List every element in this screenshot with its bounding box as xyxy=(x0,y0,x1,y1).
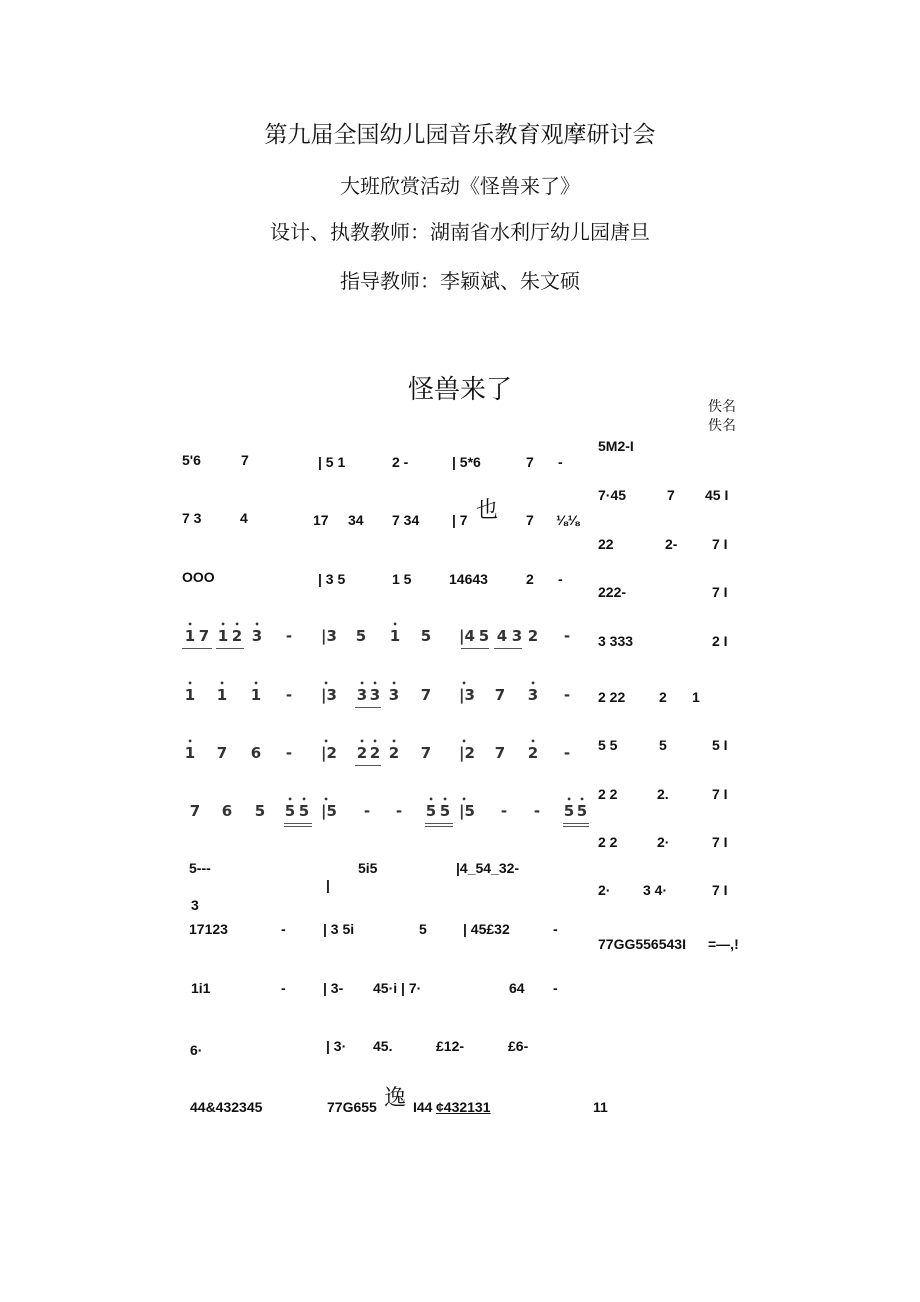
note: • 3 xyxy=(386,680,402,710)
note: • 2 xyxy=(367,738,383,768)
beam-line xyxy=(425,826,453,827)
note-text: 2 xyxy=(526,571,534,587)
note: 7 xyxy=(494,744,506,762)
note-text: £6- xyxy=(508,1038,529,1054)
note-text: 1 xyxy=(692,689,700,705)
note-text: 5 5 xyxy=(598,737,618,753)
note-text: 6· xyxy=(190,1042,203,1058)
song-title: 怪兽来了 xyxy=(407,375,512,405)
note-text: 17 xyxy=(313,512,329,528)
note-text: 45·i | 7· xyxy=(373,980,422,996)
note: • 5 xyxy=(423,796,439,826)
note-text: 2 22 xyxy=(598,689,626,705)
note: 7 xyxy=(189,802,201,820)
note-text: | 3 5 xyxy=(318,571,346,587)
note-text: 3 xyxy=(191,897,199,913)
barline: | xyxy=(326,877,330,893)
note: • 3 xyxy=(525,680,541,710)
note: 2 xyxy=(527,627,539,645)
note: |3 xyxy=(321,627,337,645)
note: • |5 xyxy=(318,796,340,826)
conference-title: 第九届全国幼儿园音乐教育观摩研讨会 xyxy=(264,122,656,148)
note: - xyxy=(285,627,293,645)
note-text: 2 I xyxy=(712,633,728,649)
note-text: - xyxy=(553,980,558,996)
note: 5 xyxy=(420,627,432,645)
note: 5 xyxy=(254,802,266,820)
note: 5 xyxy=(355,627,367,645)
note-text: 2· xyxy=(657,834,670,850)
note: 3 xyxy=(511,627,523,645)
note: 6 xyxy=(221,802,233,820)
note: 7 xyxy=(420,686,432,704)
note: - xyxy=(285,686,293,704)
note: • 2 xyxy=(354,738,370,768)
beam-line xyxy=(216,648,244,649)
lyricist-credit: 佚名 xyxy=(708,399,736,415)
note-text: | 5*6 xyxy=(452,454,481,470)
note-text: 7 3 xyxy=(182,510,202,526)
note-text: 5--- xyxy=(189,860,211,876)
note-text: 7 34 xyxy=(392,512,420,528)
note: 7 xyxy=(420,744,432,762)
activity-title: 大班欣赏活动《怪兽来了》 xyxy=(340,174,580,198)
note-text: I44 xyxy=(413,1099,433,1115)
note: - xyxy=(285,744,293,762)
note-text: 7 I xyxy=(712,584,728,600)
note-text: | 3· xyxy=(326,1038,347,1054)
note-text: 4 xyxy=(240,510,248,526)
note-text: |4_54_32- xyxy=(456,860,520,876)
note: - xyxy=(563,744,571,762)
note: • 3 xyxy=(367,680,383,710)
note: - xyxy=(363,802,371,820)
note-text: 64 xyxy=(509,980,525,996)
note-text: 5'6 xyxy=(182,452,201,468)
note: • 1 xyxy=(215,621,231,651)
composer-credit: 佚名 xyxy=(708,418,736,434)
note: • |2 xyxy=(456,738,478,768)
note-text: ⅛⅛ xyxy=(556,512,580,528)
note: 5 xyxy=(478,627,490,645)
note-text: 7 xyxy=(667,487,675,503)
note-text: - xyxy=(281,921,286,937)
note-text: 5M2-I xyxy=(598,438,634,454)
note: • 5 xyxy=(561,796,577,826)
advisor-line: 指导教师：李颖斌、朱文硕 xyxy=(340,269,580,293)
note-text: 3 4· xyxy=(643,882,668,898)
note: 6 xyxy=(250,744,262,762)
note-text: 44&432345 xyxy=(190,1099,263,1115)
note: - xyxy=(563,686,571,704)
note: • 5 xyxy=(282,796,298,826)
note-text: 77G655 xyxy=(327,1099,377,1115)
beam-line xyxy=(461,648,489,649)
beam-line xyxy=(284,823,312,824)
beam-line xyxy=(182,648,212,649)
note: • 1 xyxy=(182,621,198,651)
note-text: | 7 xyxy=(452,512,468,528)
note: • 2 xyxy=(525,738,541,768)
note: • 1 xyxy=(387,621,403,651)
note: • 5 xyxy=(296,796,312,826)
beam-line xyxy=(494,648,522,649)
note-text: | 3 5i xyxy=(323,921,355,937)
note-text: 5i5 xyxy=(358,860,378,876)
note: • 1 xyxy=(214,680,230,710)
note: 7 xyxy=(494,686,506,704)
note-text: 77GG556543I xyxy=(598,936,686,952)
note-text: 34 xyxy=(348,512,364,528)
note: • 1 xyxy=(182,680,198,710)
note-text: £12- xyxy=(436,1038,465,1054)
designer-line: 设计、执教教师：湖南省水利厅幼儿园唐旦 xyxy=(270,220,650,244)
note-text: - xyxy=(558,454,563,470)
note: • 5 xyxy=(574,796,590,826)
note-text: | 5 1 xyxy=(318,454,346,470)
note-text: 7 I xyxy=(712,834,728,850)
note: - xyxy=(563,627,571,645)
note: • 2 xyxy=(386,738,402,768)
note-text: 2- xyxy=(665,536,678,552)
note: 4 xyxy=(496,627,508,645)
beam-line xyxy=(563,823,589,824)
note: - xyxy=(500,802,508,820)
note-text: | 3- xyxy=(323,980,344,996)
note: • |3 xyxy=(318,680,340,710)
note-text: 45. xyxy=(373,1038,393,1054)
note-text: 5 xyxy=(659,737,667,753)
note: 7 xyxy=(216,744,228,762)
note-text: - xyxy=(558,571,563,587)
note-text: 7 xyxy=(526,512,534,528)
note-text: 2 - xyxy=(392,454,409,470)
beam-line xyxy=(425,823,453,824)
note-text: 14643 xyxy=(449,571,488,587)
note-text: =—,! xyxy=(708,936,739,952)
beam-line xyxy=(284,826,312,827)
note-text: ¢432131 xyxy=(436,1099,491,1115)
note-text: 逸 xyxy=(384,1086,407,1111)
note: • 5 xyxy=(437,796,453,826)
note-text: 2 2 xyxy=(598,786,618,802)
note-text: | 45£32 xyxy=(463,921,510,937)
note-text: 也 xyxy=(476,498,499,523)
note: • |3 xyxy=(456,680,478,710)
note-text: 2. xyxy=(657,786,669,802)
beam-line xyxy=(355,707,381,708)
note-text: - xyxy=(553,921,558,937)
note: - xyxy=(395,802,403,820)
note-text: 2 2 xyxy=(598,834,618,850)
note: • 2 xyxy=(229,621,245,651)
note-text: 5 I xyxy=(712,737,728,753)
note-text: 2· xyxy=(598,882,611,898)
note: • 1 xyxy=(182,738,198,768)
note-text: 7 I xyxy=(712,786,728,802)
note-text: 17123 xyxy=(189,921,228,937)
note: - xyxy=(533,802,541,820)
note: • |2 xyxy=(318,738,340,768)
note: |4 xyxy=(459,627,475,645)
note-text: 7 I xyxy=(712,536,728,552)
note-text: OOO xyxy=(182,569,215,585)
note: • 3 xyxy=(249,621,265,651)
beam-line xyxy=(355,765,381,766)
note-text: 5 xyxy=(419,921,427,937)
note-text: - xyxy=(281,980,286,996)
note-text: 1 5 xyxy=(392,571,412,587)
note: • |5 xyxy=(456,796,478,826)
note-text: 1i1 xyxy=(191,980,211,996)
note-text: 7 xyxy=(526,454,534,470)
note-text: 3 333 xyxy=(598,633,634,649)
note: • 1 xyxy=(248,680,264,710)
note: • 3 xyxy=(354,680,370,710)
note-text: 222- xyxy=(598,584,627,600)
note-text: 22 xyxy=(598,536,614,552)
note-text: 7 xyxy=(241,452,249,468)
note-text: 2 xyxy=(659,689,667,705)
note-text: 45 I xyxy=(705,487,729,503)
note-text: 7·45 xyxy=(598,487,627,503)
note: 7 xyxy=(198,627,210,645)
note-text: 11 xyxy=(593,1099,608,1115)
note-text: 7 I xyxy=(712,882,728,898)
beam-line xyxy=(563,826,589,827)
